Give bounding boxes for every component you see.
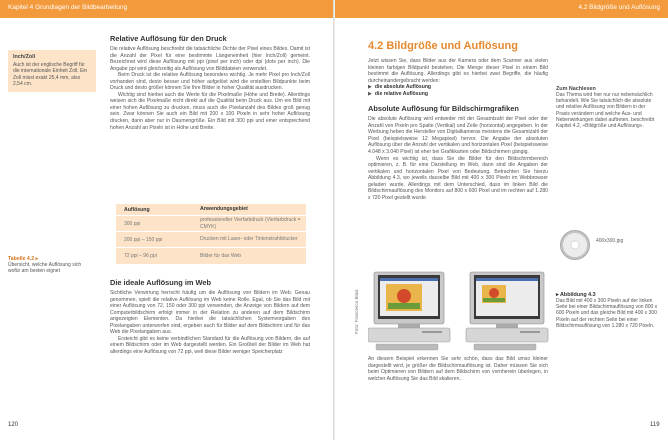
paragraph: Die absolute Auflösung wird entweder mit der Gesamtzahl der Pixel oder der Anzahl von Pixeln pro Spalte (Vertikal) und Zeile (horizontal) angegeben. In der Werbung heben die Hersteller von Digitalkameras meistens die Gesamtzahl der Pixel (beispielsweise 12 Megapixel) hervor. Die Angabe der absoluten Auflösung über die Anzahl der vertikalen und horizontalen Pixel (beispielsweise 4.048 x 3.040 Pixel) ist eher bei Grafikkarten oder Bildschirmen gängig. (368, 116, 548, 156)
right-computer (466, 272, 548, 350)
section-relative-resolution (110, 34, 310, 131)
paragraph: Ersteicht gibt es keine verbindlichen Standard für die Auflösung von Bildern, die auf einem Bildschirm oder im Web dargestellt werden. Ein Großteil der Bilder im Web hat allerdings eine Auflösung von 72 ppi, weil diese Bilder weniger Speicherplatz (110, 335, 310, 355)
photo-credit: Foto: Francesco Blasi (354, 289, 359, 334)
left-header-text: Kapitel 4 Grundlagen der Bildbearbeitung (8, 4, 128, 11)
chapter-section-title: 4.2 Bildgröße und Auflösung (368, 40, 518, 52)
page-number-left: 120 (8, 422, 19, 428)
paragraph: An diesem Beispiel erkennen Sie sehr schön, dass das Bild umso kleiner dargestellt wird, je größer die Bildschirmauflösung ist. Daher müssen Sie sich beim Optimieren von Bildern auf dem Bildschirm von vornherein überlegen, in welcher Auflösung Sie das Bild skalieren. (368, 356, 548, 382)
gutter (333, 0, 335, 440)
figure-caption-text: Das Bild mit 400 x 300 Pixeln auf der linken Seite bei einer Bildschirmauflösung von 800 x 600 Pixeln und das gleiche Bild mit 400 x 300 Pixeln auf der rechten Seite bei einer Bildschirmauflösung von 1.280 x 720 Pixeln. (556, 298, 658, 329)
table-caption-text: Übersicht, welche Auflösung sich wofür am besten eignet (8, 262, 82, 275)
figure-caption-title: ▸ Abbildung 4.3 (556, 292, 596, 298)
section-heading: Relative Auflösung für den Druck (110, 34, 227, 43)
side-note-title: Zum Nachlesen (556, 86, 596, 92)
table-row (116, 232, 306, 248)
monitors-illustration (368, 270, 550, 352)
bullet-item: ▶ die absolute Auflösung (368, 84, 432, 91)
cd-icon (560, 230, 590, 260)
table-caption-title: Tabelle 4.2 ▸ (8, 256, 39, 262)
section-heading: Absolute Auflösung für Bildschirmgrafiken (368, 104, 519, 114)
after-figure-text (368, 356, 548, 382)
table-cell: 300 ppi (124, 220, 141, 227)
note-text: Auch ist der englische Begriff für die internationale Einheit Zoll. Ein Zoll misst exakt 25,4 mm, also 2,54 cm. (13, 62, 88, 88)
section-heading: Die ideale Auflösung im Web (110, 278, 212, 287)
page-number-right: 119 (650, 422, 660, 428)
left-page-header (0, 0, 333, 18)
side-note-text: Das Thema wird hier nur nur nebensächlich behandelt. Wie Sie tatsächlich die absolute und relative Auflösung von Bildern in der Praxis verändern und welche Aus- und Nebenwirkungen dabei auftreten, beschreibt Kapitel 4.2, »Bildgröße und Auflösung«. (556, 92, 655, 130)
left-computer (368, 272, 450, 350)
figure-caption (556, 292, 660, 329)
table-cell: 200 ppi – 150 ppi (124, 236, 163, 243)
table-row (116, 216, 306, 232)
paragraph: Wenn es wichtig ist, dass Sie die Bilder für den Bildschirmbereich optimieren, z. B. für eine Darstellung im Web, dann sind die Angaben der vertikalen und horizontalen Pixel von Bedeutung. Betrachten Sie hierzu Abbildung 4.3, wo jeweils dasselbe Bild mit 400 x 300 Pixeln im Webbrowser geladen wurde. Allerdings mit dem Unterschied, dass im linken Bild die Bildschirmauflösung des Monitors auf 800 x 600 Pixel und im rechten auf 1.280 x 720 Pixel gestellt wurde. (368, 155, 548, 201)
table-cell: professioneller Vierfarbdruck (Vierfarbdruck = CMYK) (200, 217, 301, 230)
table-row (116, 248, 306, 264)
table-header-cell: Anwendungsgebiet (200, 206, 248, 213)
right-page-header (335, 0, 668, 18)
paragraph: Die relative Auflösung beschreibt die tatsächliche Dichte der Pixel eines Bildes. Damit ist die Anzahl der Pixel für eine bestimmte Längeneinheit (hier Inch/Zoll) gemeint. Bezeichnet wird diese Auflösung mit ppi (pixel per inch) oder dpi (dots per inch). Die Angabe ppi wird gleichzeitig als Auflösung von Bilddateien verwendet. (110, 46, 310, 72)
side-note-read-more (556, 86, 660, 129)
right-main-column (368, 58, 548, 201)
bullet-triangle-icon: ▶ (368, 90, 372, 97)
table-cell: 72 ppi – 96 ppi (124, 253, 157, 259)
table-header-cell: Auflösung (124, 206, 150, 213)
cd-file-label: 400x300.jpg (596, 238, 624, 244)
table-header-row (116, 204, 306, 216)
bullet-triangle-icon: ▶ (368, 84, 372, 91)
bullet-item: ▶ die relative Auflösung (368, 90, 428, 97)
paragraph: Sichtliche Verwirrung herrscht häufig um die Auflösung von Bildern im Web. Genau genommen, spielt die relative Auflösung im Web keine Rolle. Egal, ob Sie das Bild mit einer Auflösung von 72, 150 oder 300 ppi verwenden, die Anzeige von Bildern auf dem Computerbildschirm erfolgt immer in der Relation zu anderen auf dem Bildschirm angezeigten Elementen. Da hierbei die tatsächlichen Systemvorgaben des Pixelangaben unterworfen sind, ergeben auch für Bilder auf dem Bildschirm und für das Web die Pixelangaben aus. (110, 290, 310, 336)
intro-paragraph: Jetzt wissen Sie, dass Bilder aus der Kamera oder dem Scanner aus vielen kleinen farbigen Bildpunkt bestehen. Die Menge dieser Pixel in einem Bild bestimmt die Auflösung. Allerdings gibt es hierbei zwei Begriffe, die häufig durcheinandergebracht werden: (368, 58, 548, 84)
table-caption (8, 256, 94, 274)
right-header-text: 4.2 Bildgröße und Auflösung (578, 4, 660, 11)
paragraph: Wichtig sind hierbei auch die Werte für die Pixelmaße (Höhe und Breite). Allerdings weisen sich die Pixelmaße nicht direkt auf die Qualität beim Druck aus. Um ein Bild mit einer hohen Auflösung zu drucken, muss auch die Pixelanzahl des Bildes groß genug sein. Zwar können Sie auch ein Bild mit 200 x 100 Pixeln in sehr hoher Auflösung drucken, dann aber nur in Daumengröße. Ein Bild mit 300 ppi und einer entsprechend hohen Anzahl an Pixeln ist in Höhe und Breite. (110, 91, 310, 131)
resolution-table (116, 204, 306, 264)
section-web-resolution (110, 278, 310, 355)
paragraph: Beim Druck ist die relative Auflösung besonders wichtig. Je mehr Pixel pro Inch/Zoll vorhanden sind, desto besser und höher aufgelöst wird die erstellten Bildpunkte beim Druck und desto größer können Sie Ihre Bilder in hoher Qualität ausdrucken. (110, 72, 310, 92)
note-title: Inch/Zoll (13, 54, 36, 60)
table-cell: Bilder für das Web (200, 252, 242, 259)
table-cell: Drucken mit Laser- oder Tintenstrahldrucker (200, 236, 298, 243)
inch-zoll-note (8, 50, 96, 92)
figure-two-monitors (368, 270, 550, 352)
